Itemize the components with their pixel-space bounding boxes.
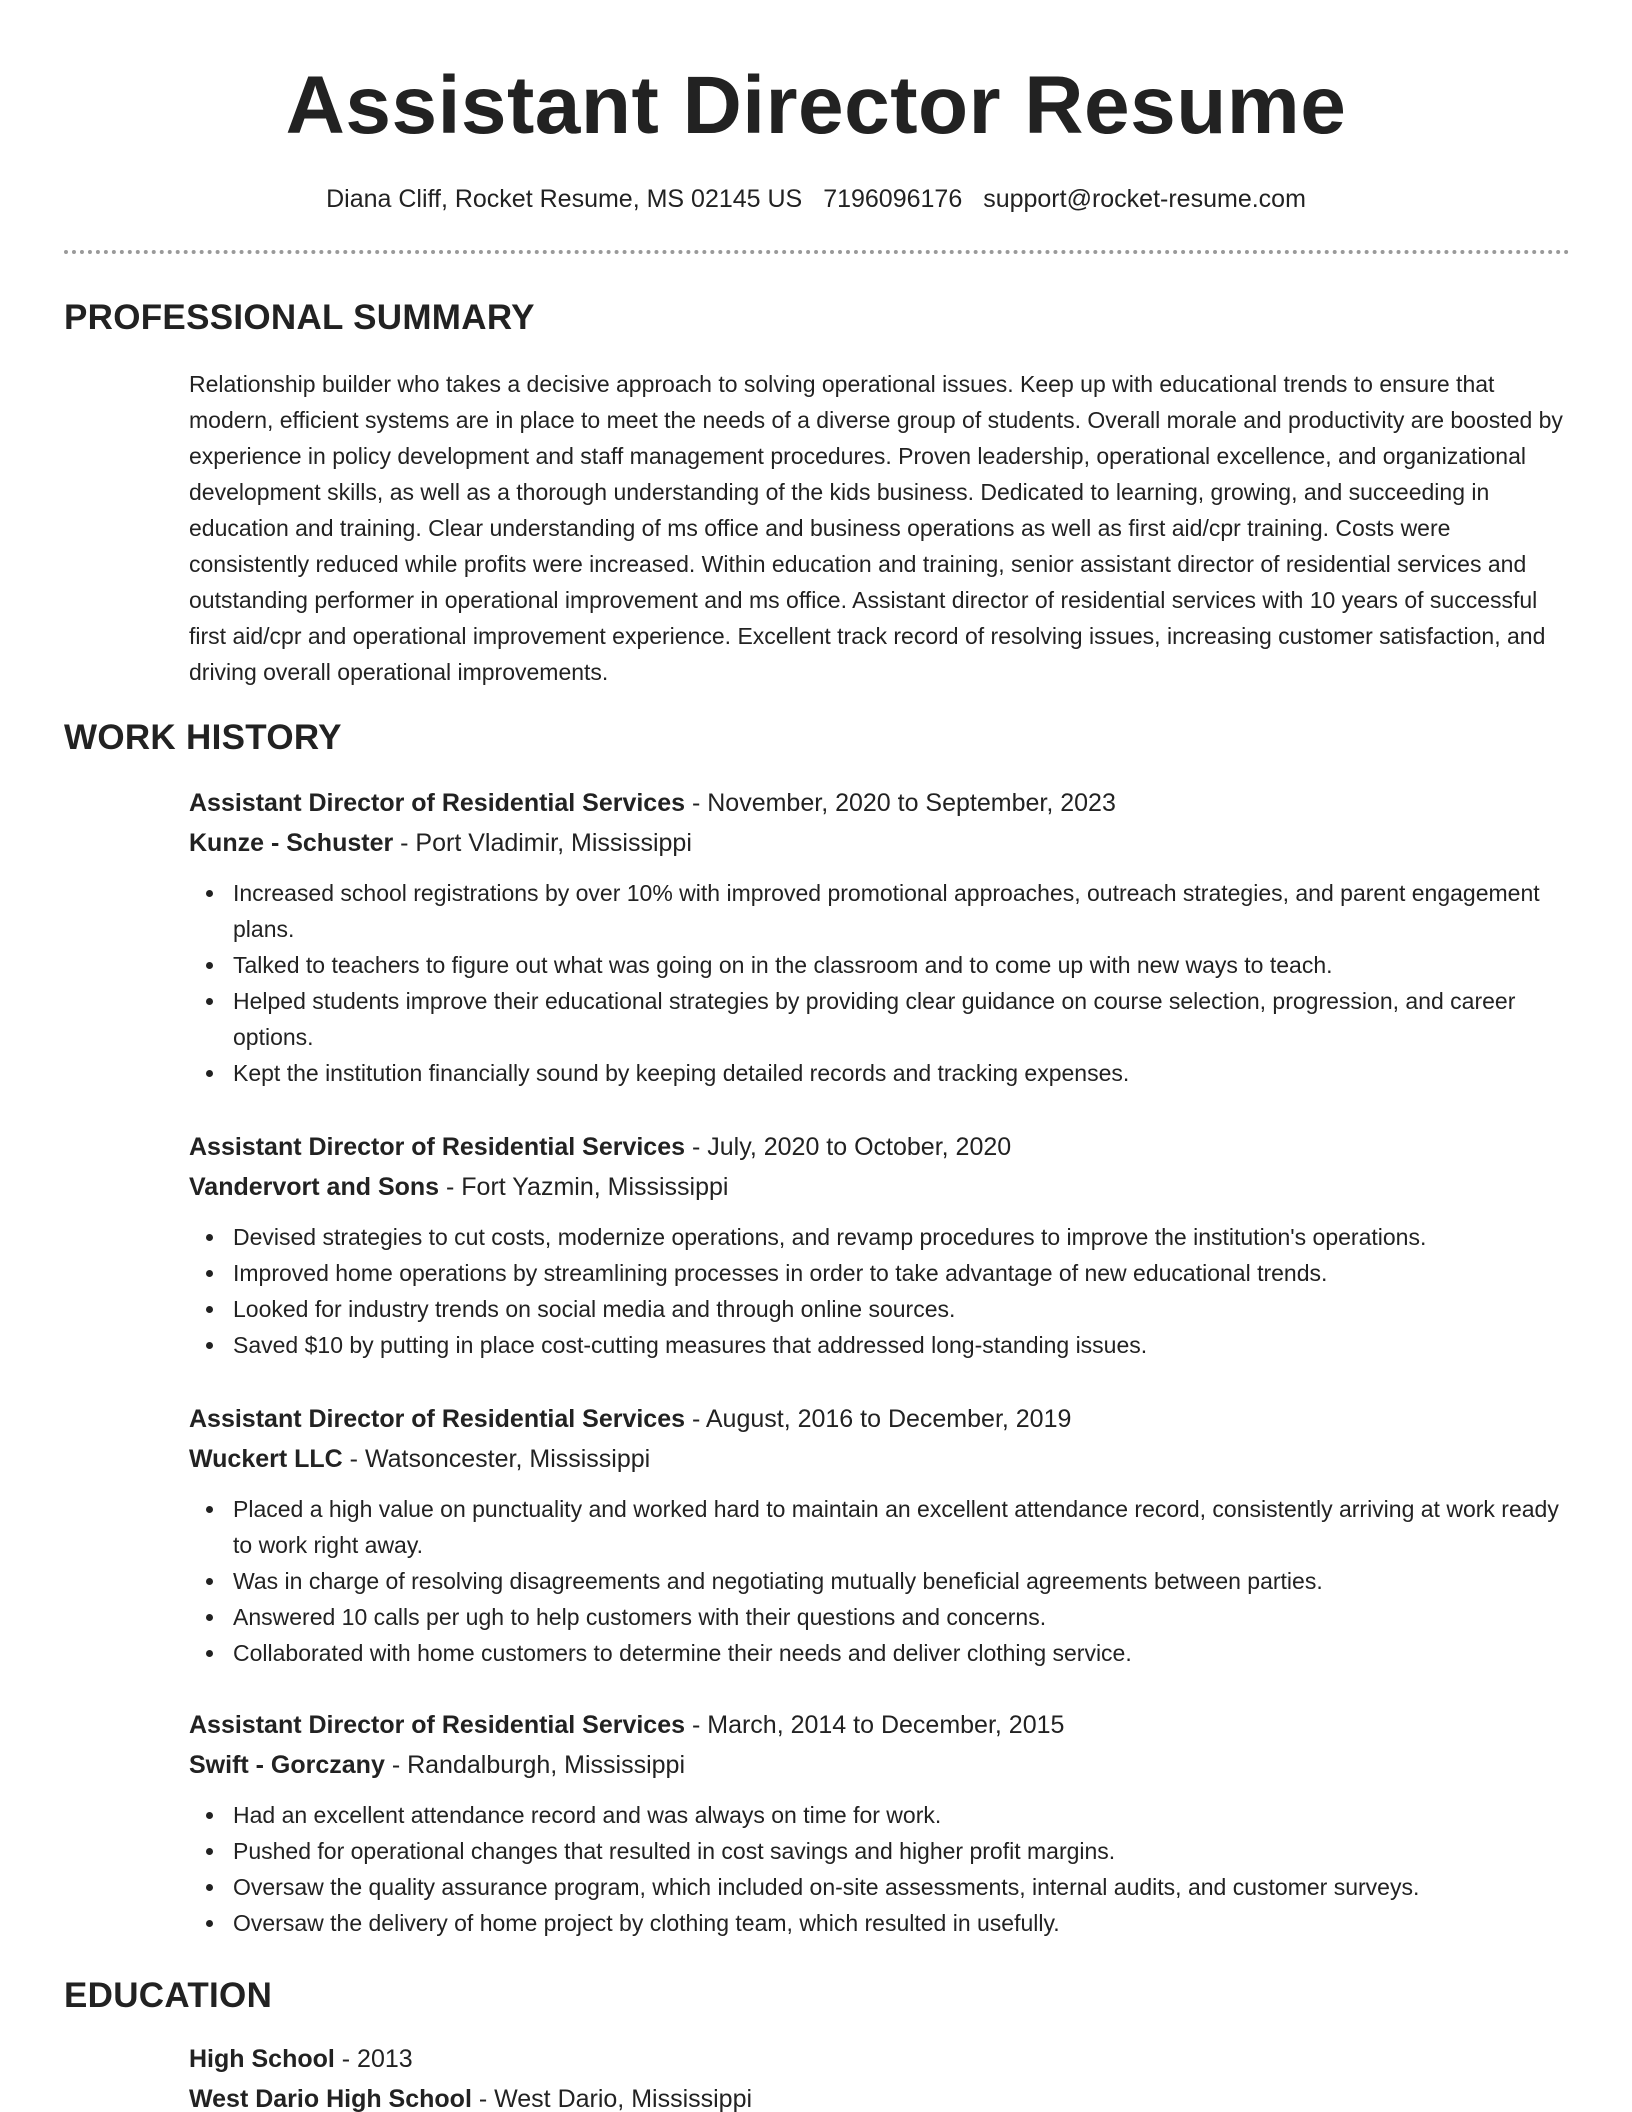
- summary-text: Relationship builder who takes a decisive approach to solving operational issues. Keep up with educational trends to ensure that modern, efficient systems are in place to meet the needs of a diverse group of students. Overall morale and productivity are boosted by experience in policy development and staff management procedures. Proven leadership, operational excellence, and organizational development skills, as well as a thorough understanding of the kids business. Dedicated to learning, growing, and succeeding in education and training. Clear understanding of ms office and business operations as well as first aid/cpr training. Costs were consistently reduced while profits were increased. Within education and training, senior assistant director of residential services and outstanding performer in operational improvement and ms office. Assistant director of residential services with 10 years of successful first aid/cpr and operational improvement experience. Excellent track record of resolving issues, increasing customer satisfaction, and driving overall operational improvements.: [189, 371, 1563, 685]
- job-bullet: Improved home operations by streamlining processes in order to take advantage of new educational trends.: [189, 1255, 1569, 1291]
- job-entry: [189, 1705, 1569, 1941]
- job-company: Vandervort and Sons: [189, 1173, 440, 1201]
- job-location: - Port Vladimir, Mississippi: [393, 829, 692, 857]
- job-location: - Randalburgh, Mississippi: [384, 1751, 685, 1779]
- job-location: - Watsoncester, Mississippi: [342, 1445, 651, 1473]
- job-bullets: [189, 875, 1569, 1091]
- job-bullet: Looked for industry trends on social media and through online sources.: [189, 1291, 1569, 1327]
- job-bullet: Kept the institution financially sound by keeping detailed records and tracking expenses.: [189, 1055, 1569, 1091]
- job-bullet: Oversaw the delivery of home project by clothing team, which resulted in usefully.: [189, 1905, 1569, 1941]
- job-bullet: Talked to teachers to figure out what was going on in the classroom and to come up with new ways to teach.: [189, 947, 1569, 983]
- header-divider: [64, 250, 1570, 254]
- contact-line: [0, 182, 1632, 216]
- job-company-line: [189, 1439, 1569, 1479]
- job-bullets: [189, 1219, 1569, 1363]
- job-bullet: Collaborated with home customers to determine their needs and deliver clothing service.: [189, 1635, 1569, 1671]
- job-bullet: Increased school registrations by over 10% with improved promotional approaches, outreach strategies, and parent engagement plans.: [189, 875, 1569, 947]
- job-dates: - March, 2014 to December, 2015: [685, 1711, 1065, 1739]
- job-bullet: Pushed for operational changes that resulted in cost savings and higher profit margins.: [189, 1833, 1569, 1869]
- job-title-line: [189, 783, 1569, 823]
- job-bullet: Had an excellent attendance record and was always on time for work.: [189, 1797, 1569, 1833]
- job-bullet: Saved $10 by putting in place cost-cutting measures that addressed long-standing issues.: [189, 1327, 1569, 1363]
- job-company: Wuckert LLC: [189, 1445, 343, 1473]
- job-company-line: [189, 1745, 1569, 1785]
- education-entry: [189, 2039, 1569, 2112]
- job-bullets: [189, 1491, 1569, 1671]
- job-title: Assistant Director of Residential Services: [189, 1405, 686, 1433]
- job-title-line: [189, 1127, 1569, 1167]
- section-heading-summary: PROFESSIONAL SUMMARY: [64, 298, 535, 337]
- education-school-line: [189, 2079, 1569, 2112]
- education-degree: High School: [189, 2045, 335, 2073]
- education-school: West Dario High School: [189, 2085, 472, 2112]
- job-location: - Fort Yazmin, Mississippi: [439, 1173, 729, 1201]
- section-heading-work-history: WORK HISTORY: [64, 718, 342, 757]
- job-company-line: [189, 1167, 1569, 1207]
- job-bullets: [189, 1797, 1569, 1941]
- job-company-line: [189, 823, 1569, 863]
- section-heading-education: EDUCATION: [64, 1976, 273, 2015]
- contact-address: Diana Cliff, Rocket Resume, MS 02145 US: [326, 185, 803, 213]
- job-title: Assistant Director of Residential Services: [189, 789, 686, 817]
- job-bullet: Was in charge of resolving disagreements and negotiating mutually beneficial agreements between parties.: [189, 1563, 1569, 1599]
- job-bullet: Helped students improve their educational strategies by providing clear guidance on course selection, progression, and career options.: [189, 983, 1569, 1055]
- education-degree-line: [189, 2039, 1569, 2079]
- job-title: Assistant Director of Residential Services: [189, 1133, 686, 1161]
- job-dates: - July, 2020 to October, 2020: [685, 1133, 1012, 1161]
- job-bullet: Devised strategies to cut costs, modernize operations, and revamp procedures to improve the institution's operations.: [189, 1219, 1569, 1255]
- job-bullet: Answered 10 calls per ugh to help customers with their questions and concerns.: [189, 1599, 1569, 1635]
- job-bullet: Oversaw the quality assurance program, which included on-site assessments, internal audits, and customer surveys.: [189, 1869, 1569, 1905]
- job-title-line: [189, 1705, 1569, 1745]
- contact-email: support@rocket-resume.com: [983, 185, 1306, 213]
- job-title-line: [189, 1399, 1569, 1439]
- education-year: - 2013: [334, 2045, 413, 2073]
- job-title: Assistant Director of Residential Services: [189, 1711, 686, 1739]
- job-dates: - August, 2016 to December, 2019: [685, 1405, 1072, 1433]
- job-bullet: Placed a high value on punctuality and worked hard to maintain an excellent attendance record, consistently arriving at work ready to work right away.: [189, 1491, 1569, 1563]
- job-entry: [189, 1399, 1569, 1671]
- job-entry: [189, 783, 1569, 1091]
- job-entry: [189, 1127, 1569, 1363]
- job-company: Kunze - Schuster: [189, 829, 394, 857]
- resume-title: Assistant Director Resume: [285, 60, 1347, 151]
- job-dates: - November, 2020 to September, 2023: [685, 789, 1116, 817]
- job-company: Swift - Gorczany: [189, 1751, 385, 1779]
- contact-phone: 7196096176: [823, 185, 963, 213]
- education-location: - West Dario, Mississippi: [471, 2085, 753, 2112]
